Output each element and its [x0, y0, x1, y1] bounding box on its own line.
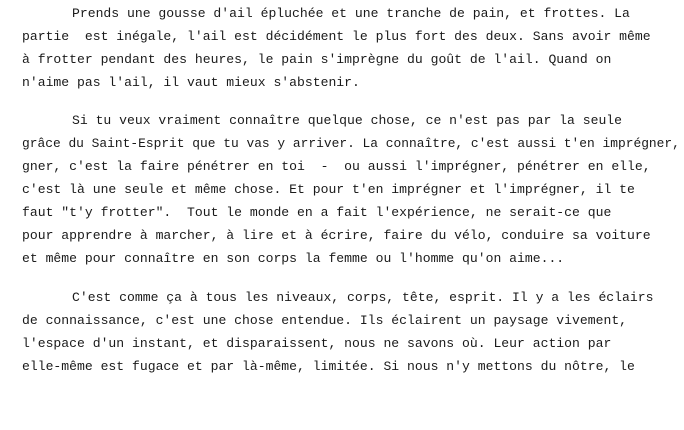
paragraph-2-line-3: gner, c'est la faire pénétrer en toi - ou aussi l'imprégner, pénétrer en elle, — [22, 159, 651, 174]
paragraph-2-line-5: faut "t'y frotter". Tout le monde en a fait l'expérience, ne serait-ce que — [22, 205, 612, 220]
paragraph-1-line-3: à frotter pendant des heures, le pain s'imprègne du goût de l'ail. Quand on — [22, 52, 612, 67]
paragraph-2-line-2: grâce du Saint-Esprit que tu vas y arriver. La connaître, c'est aussi t'en imprégner, — [22, 136, 680, 151]
paragraph-3-line-3: l'espace d'un instant, et disparaissent, nous ne savons où. Leur action par — [22, 336, 612, 351]
paragraph-2-line-4: c'est là une seule et même chose. Et pour t'en imprégner et l'imprégner, il te — [22, 182, 635, 197]
paragraph-2-line-6: pour apprendre à marcher, à lire et à écrire, faire du vélo, conduire sa voiture — [22, 228, 651, 243]
paragraph-2-line-1: Si tu veux vraiment connaître quelque chose, ce n'est pas par la seule — [72, 113, 623, 128]
paragraph-2-line-7: et même pour connaître en son corps la femme ou l'homme qu'on aime... — [22, 251, 565, 266]
paragraph-3-line-1: C'est comme ça à tous les niveaux, corps, tête, esprit. Il y a les éclairs — [72, 290, 654, 305]
paragraph-1-line-4: n'aime pas l'ail, il vaut mieux s'abstenir. — [22, 75, 360, 90]
paragraph-3-line-2: de connaissance, c'est une chose entendue. Ils éclairent un paysage vivement, — [22, 313, 628, 328]
paragraph-3-line-4: elle-même est fugace et par là-même, limitée. Si nous n'y mettons du nôtre, le — [22, 359, 635, 374]
paragraph-1-line-2: partie est inégale, l'ail est décidément le plus fort des deux. Sans avoir même — [22, 29, 651, 44]
paragraph-1-line-1: Prends une gousse d'ail épluchée et une tranche de pain, et frottes. La — [72, 6, 630, 21]
